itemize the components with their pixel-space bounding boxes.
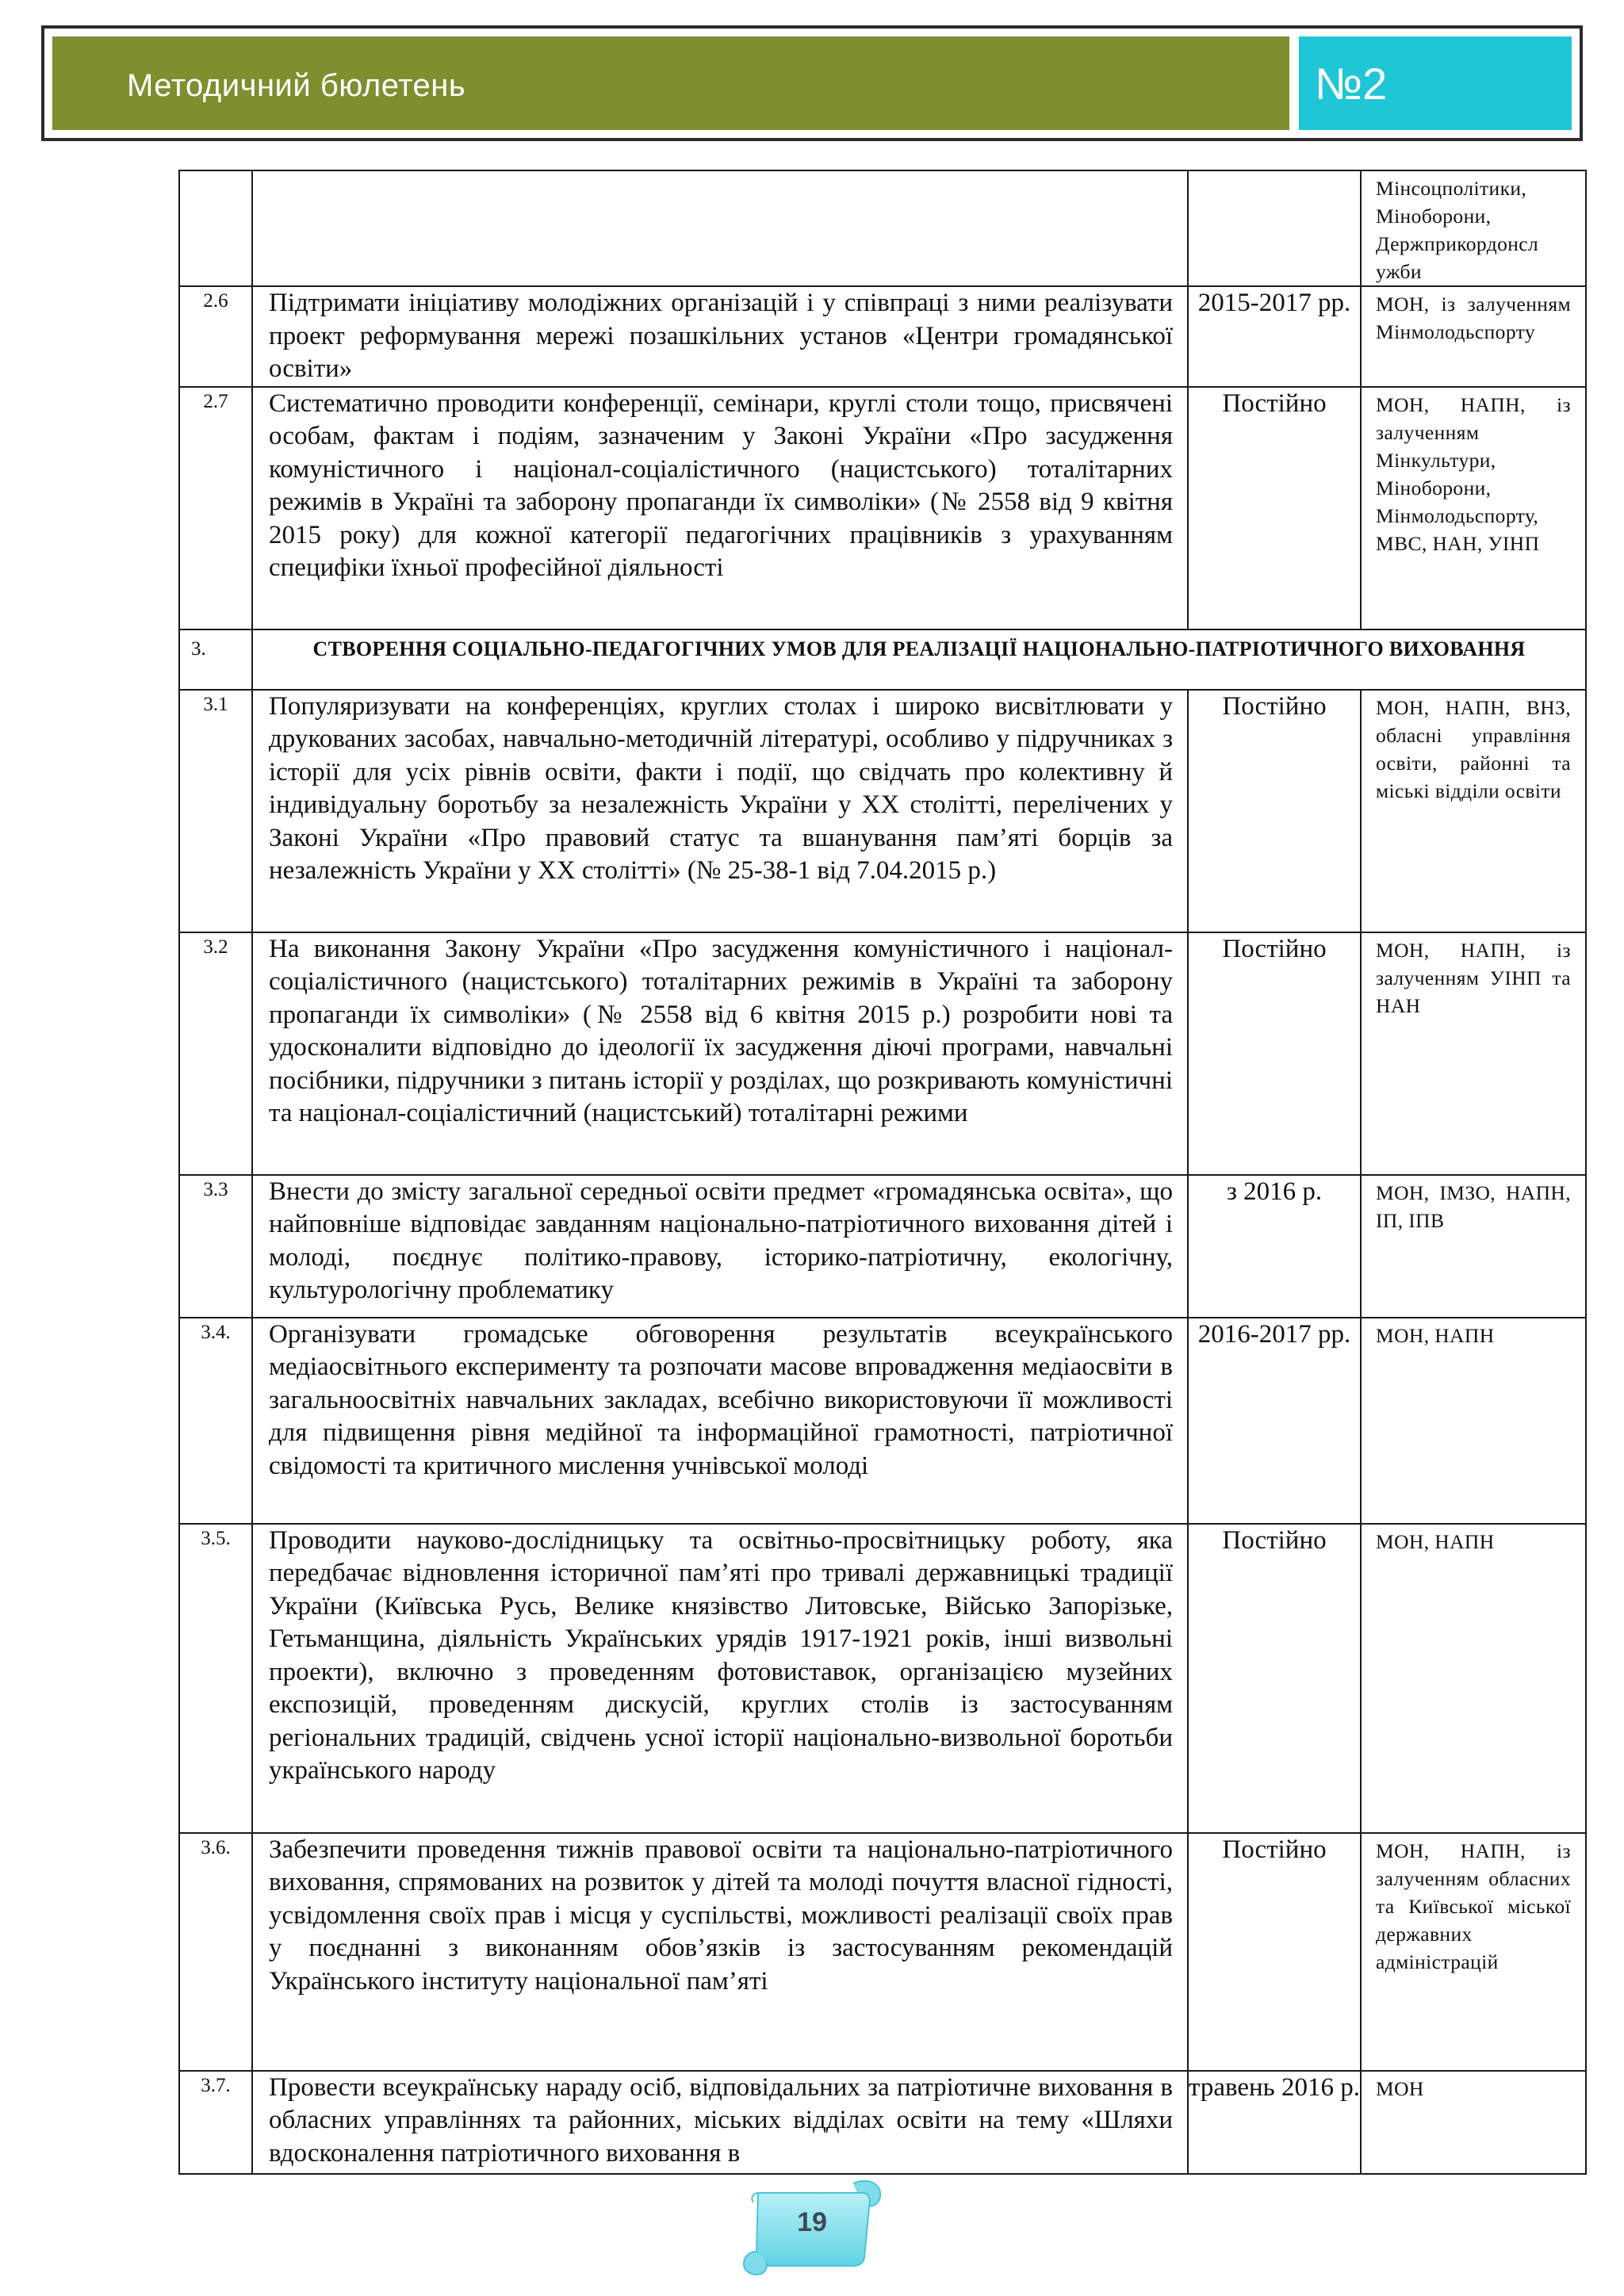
term-cell: Постійно: [1188, 387, 1361, 629]
term-cell: Постійно: [1188, 932, 1361, 1175]
row-number-cell: [179, 170, 252, 286]
responsible-cell: МОН, НАПН, із залученням УІНП та НАН: [1361, 932, 1586, 1175]
header-band: [52, 36, 1289, 130]
task-cell: Провести всеукраїнську нараду осіб, відповідальних за патріотичне виховання в обласних управліннях та районних, міських відділах освіти на тему «Шляхи вдосконалення патріотичного виховання в: [252, 2071, 1188, 2174]
term-cell: 2015-2017 рр.: [1188, 286, 1361, 387]
row-number-cell: 3.1: [179, 690, 252, 932]
issue-number: №2: [1315, 58, 1388, 109]
table-row: [179, 170, 1586, 286]
task-cell: [252, 170, 1188, 286]
measures-table: [178, 170, 1587, 2175]
term-cell: [1188, 170, 1361, 286]
responsible-cell: МОН, НАПН, із залученням обласних та Київської міської державних адміністрацій: [1361, 1833, 1586, 2071]
responsible-cell: МОН, НАПН: [1361, 1318, 1586, 1524]
row-number-cell: 3.5.: [179, 1524, 252, 1833]
section-title: СТВОРЕННЯ СОЦІАЛЬНО-ПЕДАГОГІЧНИХ УМОВ ДЛЯ РЕАЛІЗАЦІЇ НАЦІОНАЛЬНО-ПАТРІОТИЧНОГО ВИХОВАННЯ: [252, 629, 1586, 690]
responsible-cell: МОН, НАПН: [1361, 1524, 1586, 1833]
bulletin-title: Методичний бюлетень: [127, 67, 466, 103]
page-number-scroll: [734, 2172, 890, 2279]
responsible-cell: МОН: [1361, 2071, 1586, 2174]
task-cell: На виконання Закону України «Про засудження комуністичного і націонал-соціалістичного (нацистського) тоталітарних режимів в Україні та заборону пропаганди їх символіки» (№ 2558 від 6 квітня 2015 р.) розробити нові та удосконалити відповідно до ідеології їх засудження діючі програми, навчальні посібники, підручники з питань історії у розділах, що розкривають комуністичні та націонал-соціалістичний (нацистський) тоталітарні режими: [252, 932, 1188, 1175]
responsible-cell: МОН, НАПН, із залученням Мінкультури, Міноборони, Мінмолодьспорту, МВС, НАН, УІНП: [1361, 387, 1586, 629]
issue-box: [1299, 36, 1572, 130]
row-number-cell: 2.7: [179, 387, 252, 629]
table-row: [179, 690, 1586, 932]
page-number: 19: [797, 2207, 827, 2237]
term-cell: Постійно: [1188, 1524, 1361, 1833]
task-cell: Проводити науково-дослідницьку та освітньо-просвітницьку роботу, яка передбачає відновлення історичної пам’яті про тривалі державницькі традиції України (Київська Русь, Велике князівство Литовське, Військо Запорізьке, Гетьманщина, діяльність Українських урядів 1917-1921 років, інші визвольні проекти), включно з проведенням фотовиставок, організацією музейних експозицій, проведенням дискусій, круглих столів із застосуванням регіональних традицій, свідчень усної історії національно-визвольної боротьби українського народу: [252, 1524, 1188, 1833]
table-row: [179, 1318, 1586, 1524]
row-number-cell: 2.6: [179, 286, 252, 387]
responsible-cell: МОН, НАПН, ВНЗ, обласні управління освіти, районні та міські відділи освіти: [1361, 690, 1586, 932]
term-cell: з 2016 р.: [1188, 1175, 1361, 1318]
table-row: [179, 1175, 1586, 1318]
term-cell: травень 2016 р.: [1188, 2071, 1361, 2174]
task-cell: Популяризувати на конференціях, круглих столах і широко висвітлювати у друкованих засобах, навчально-методичній літературі, особливо у підручниках з історії для усіх рівнів освіти, факти і події, що свідчать про колективну й індивідуальну боротьбу за незалежність України у ХХ столітті, перелічених у Законі України «Про правовий статус та вшанування пам’яті борців за незалежність України у ХХ столітті» (№ 25-38-1 від 7.04.2015 р.): [252, 690, 1188, 932]
responsible-cell: МОН, із залученням Мінмолодьспорту: [1361, 286, 1586, 387]
term-cell: 2016-2017 рр.: [1188, 1318, 1361, 1524]
task-cell: Підтримати ініціативу молодіжних організацій і у співпраці з ними реалізувати проект реформування мережі позашкільних установ «Центри громадянської освіти»: [252, 286, 1188, 387]
header-frame: [41, 25, 1583, 141]
row-number-cell: 3.3: [179, 1175, 252, 1318]
task-cell: Забезпечити проведення тижнів правової освіти та національно-патріотичного виховання, спрямованих на розвиток у дітей та молоді почуття власної гідності, усвідомлення своїх прав і місця у суспільстві, можливості реалізації своїх прав у поєднанні з виконанням обов’язків із застосуванням рекомендацій Українського інституту національної пам’яті: [252, 1833, 1188, 2071]
row-number-cell: 3.4.: [179, 1318, 252, 1524]
task-cell: Внести до змісту загальної середньої освіти предмет «громадянська освіта», що найповніше відповідає завданням національно-патріотичного виховання дітей і молоді, поєднує політико-правову, історико-патріотичну, екологічну, культурологічну проблематику: [252, 1175, 1188, 1318]
responsible-cell: МОН, ІМЗО, НАПН, ІП, ІПВ: [1361, 1175, 1586, 1318]
row-number-cell: 3.7.: [179, 2071, 252, 2174]
table-row: [179, 2071, 1586, 2174]
table-row: [179, 1524, 1586, 1833]
task-cell: Організувати громадське обговорення результатів всеукраїнського медіаосвітнього експерименту та розпочати масове впровадження медіаосвіти в загальноосвітніх навчальних закладах, всебічно використовуючи її можливості для підвищення рівня медійної та інформаційної грамотності, патріотичної свідомості та критичного мислення учнівської молоді: [252, 1318, 1188, 1524]
row-number-cell: 3.2: [179, 932, 252, 1175]
table-row: [179, 387, 1586, 629]
row-number-cell: 3.6.: [179, 1833, 252, 2071]
term-cell: Постійно: [1188, 1833, 1361, 2071]
table-row: [179, 932, 1586, 1175]
responsible-cell: Мінсоцполітики, Міноборони, Держприкордонсл ужби: [1361, 170, 1586, 286]
term-cell: Постійно: [1188, 690, 1361, 932]
table-row: [179, 1833, 1586, 2071]
section-row: [179, 629, 1586, 690]
section-number-cell: 3.: [179, 629, 252, 690]
task-cell: Систематично проводити конференції, семінари, круглі столи тощо, присвячені особам, фактам і подіям, зазначеним у Законі України «Про засудження комуністичного і націонал-соціалістичного (нацистського) тоталітарних режимів в Україні та заборону пропаганди їх символіки» (№ 2558 від 9 квітня 2015 року) для кожної категорії педагогічних працівників з урахуванням специфіки їхньої професійної діяльності: [252, 387, 1188, 629]
table-row: [179, 286, 1586, 387]
